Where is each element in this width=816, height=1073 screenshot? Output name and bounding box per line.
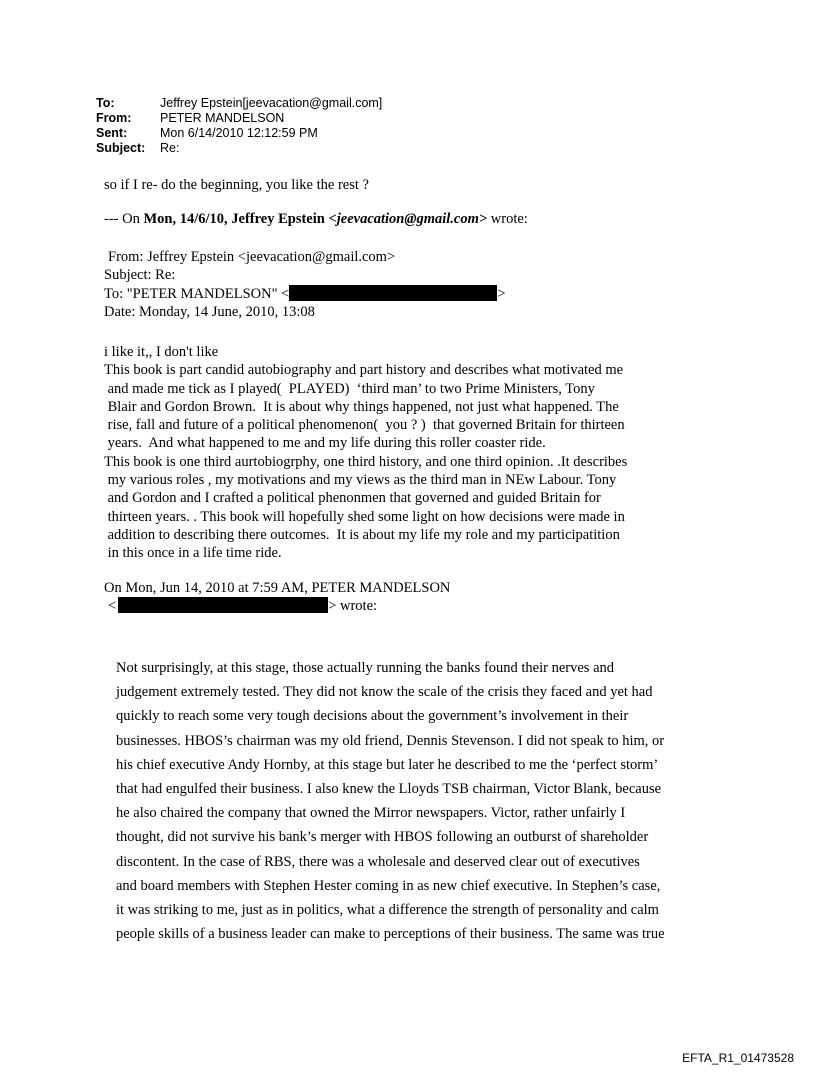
message-line: Blair and Gordon Brown. It is about why things happened, not just what happened. The xyxy=(104,398,619,415)
header-from-row xyxy=(96,111,382,126)
email-header xyxy=(96,96,382,156)
to-value: Jeffrey Epstein[jeevacation@gmail.com] xyxy=(160,96,383,110)
passage-line: his chief executive Andy Hornby, at this stage but later he described to me the ‘perfect storm’ xyxy=(116,756,659,773)
reply-line: so if I re- do the beginning, you like the rest ? xyxy=(104,177,369,193)
message-line: and made me tick as I played( PLAYED) ‘third man’ to two Prime Ministers, Tony xyxy=(104,380,595,397)
second-attribution-suffix: > wrote: xyxy=(328,598,378,615)
quoted-from: From: Jeffrey Epstein <jeevacation@gmail.com> xyxy=(108,249,396,265)
header-sent-row xyxy=(96,126,382,141)
message-line: rise, fall and future of a political phenomenon( you ? ) that governed Britain for thirteen xyxy=(104,417,625,434)
passage-line: he also chaired the company that owned the Mirror newspapers. Victor, rather unfairly I xyxy=(116,805,626,822)
quoted-to-suffix: > xyxy=(497,285,506,302)
message-line: my various roles , my motivations and my views as the third man in NEw Labour. Tony xyxy=(104,472,617,489)
sent-label: Sent: xyxy=(96,126,128,140)
message-line: addition to describing there outcomes. It is about my life my role and my participatition xyxy=(104,526,620,543)
passage-line: and board members with Stephen Hester coming in as new chief executive. In Stephen’s case, xyxy=(116,877,661,894)
passage-line: it was striking to me, just as in politics, what a difference the strength of personality and calm xyxy=(116,902,659,919)
attribution-suffix: wrote: xyxy=(487,211,528,227)
document-id: EFTA_R1_01473528 xyxy=(682,1051,794,1065)
passage-line: thought, did not survive his bank’s merger with HBOS following an outburst of shareholder xyxy=(116,829,649,846)
header-to-row xyxy=(96,96,382,111)
second-attribution-line1: On Mon, Jun 14, 2010 at 7:59 AM, PETER MANDELSON xyxy=(104,580,451,596)
attribution-prefix: --- On xyxy=(104,211,144,227)
from-label: From: xyxy=(96,111,132,125)
attribution-email[interactable]: <jeevacation@gmail.com> xyxy=(328,211,488,227)
redaction-bar xyxy=(118,597,328,613)
message-line: and Gordon and I crafted a political phenonmen that governed and guided Britain for xyxy=(104,490,601,507)
quoted-subject: Subject: Re: xyxy=(104,267,176,284)
passage-line: people skills of a business leader can make to perceptions of their business. The same was true xyxy=(116,926,665,943)
second-attribution xyxy=(104,579,450,616)
to-label: To: xyxy=(96,96,115,110)
message-line: This book is part candid autobiography and part history and describes what motivated me xyxy=(104,362,624,379)
message-line: in this once in a life time ride. xyxy=(104,545,282,562)
passage-line: discontent. In the case of RBS, there was a wholesale and deserved clear out of executives xyxy=(116,853,640,870)
subject-label: Subject: xyxy=(96,141,146,155)
message-body xyxy=(104,343,627,563)
quoted-passage xyxy=(116,656,665,946)
from-value: PETER MANDELSON xyxy=(160,111,285,125)
redaction-bar xyxy=(289,285,497,301)
second-attribution-line2 xyxy=(104,597,450,615)
message-line: This book is one third aurtobiogrphy, one third history, and one third opinion. .It describes xyxy=(104,453,628,470)
passage-line: judgement extremely tested. They did not know the scale of the crisis they faced and yet had xyxy=(116,684,653,701)
message-line: thirteen years. . This book will hopefully shed some light on how decisions were made in xyxy=(104,508,625,525)
message-line: i like it,, I don't like xyxy=(104,344,219,360)
passage-line: businesses. HBOS’s chairman was my old friend, Dennis Stevenson. I did not speak to him, or xyxy=(116,732,665,749)
sent-value: Mon 6/14/2010 12:12:59 PM xyxy=(160,126,318,140)
subject-value: Re: xyxy=(160,141,180,155)
quoted-header xyxy=(104,248,506,321)
passage-line: quickly to reach some very tough decisions about the government’s involvement in their xyxy=(116,708,629,725)
passage-line: that had engulfed their business. I also knew the Lloyds TSB chairman, Victor Blank, because xyxy=(116,781,662,798)
message-line: years. And what happened to me and my life during this roller coaster ride. xyxy=(104,435,546,452)
quoted-date: Date: Monday, 14 June, 2010, 13:08 xyxy=(104,303,315,320)
attribution-line xyxy=(104,211,528,228)
passage-line: Not surprisingly, at this stage, those actually running the banks found their nerves and xyxy=(116,660,614,676)
second-attribution-prefix: < xyxy=(108,598,117,615)
quoted-to xyxy=(104,285,506,303)
quoted-to-prefix: To: "PETER MANDELSON" < xyxy=(104,285,290,302)
attribution-date: Mon, 14/6/10, Jeffrey Epstein xyxy=(143,211,329,227)
header-subject-row xyxy=(96,141,382,156)
